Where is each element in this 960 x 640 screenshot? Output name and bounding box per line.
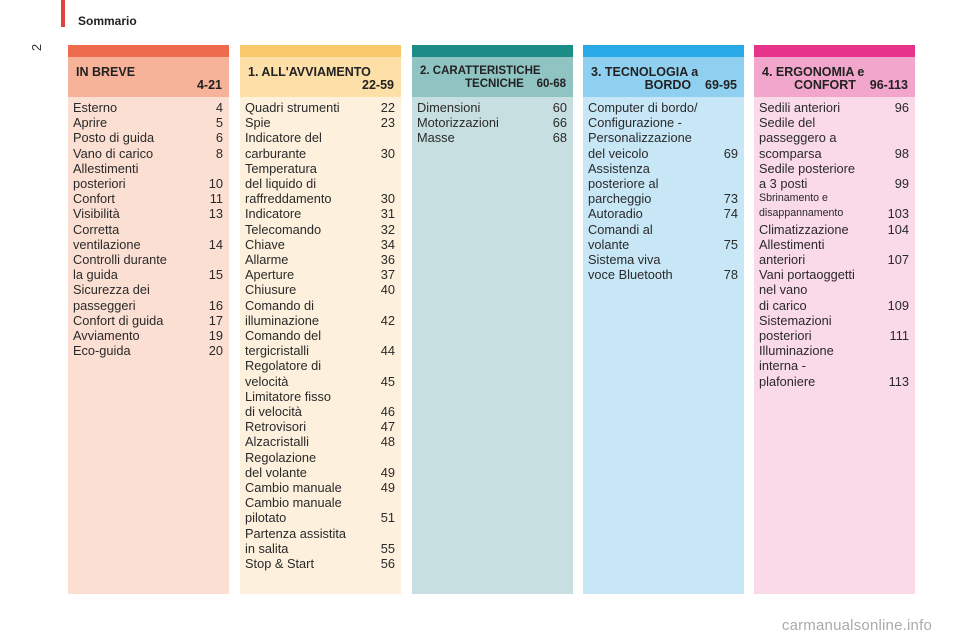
section-stripe	[583, 45, 744, 57]
toc-entry-page: 113	[888, 373, 909, 389]
toc-entry-label: Allestimenti posteriori	[73, 160, 139, 192]
toc-entry[interactable]	[73, 146, 223, 161]
toc-entry-label: Comando di illuminazione	[245, 297, 319, 328]
toc-entry-page: 45	[380, 373, 395, 389]
section-title: 3. TECNOLOGIA a	[591, 65, 699, 79]
section-stripe	[240, 45, 401, 57]
toc-entry[interactable]	[759, 313, 909, 343]
section-title: IN BREVE	[76, 65, 136, 79]
toc-entry-page: 107	[887, 252, 909, 268]
page-number: 2	[29, 43, 45, 52]
toc-entry-label: Sistemazioni posteriori	[759, 312, 832, 344]
toc-entry-page: 15	[208, 267, 223, 283]
toc-entry-label: Partenza assistita in salita	[245, 525, 347, 556]
toc-entry[interactable]	[73, 222, 223, 252]
toc-entry-label: Controlli durante la guida	[73, 252, 167, 283]
section-header[interactable]	[412, 57, 573, 97]
toc-entry-label: Sedile del passeggero a scomparsa	[759, 115, 837, 161]
toc-entry[interactable]	[245, 328, 395, 358]
toc-entry-label: Corretta ventilazione	[73, 221, 141, 252]
toc-entry-label: Confort di guida	[73, 312, 164, 328]
toc-entry[interactable]	[73, 313, 223, 328]
toc-entry[interactable]	[245, 206, 395, 221]
toc-entry[interactable]	[73, 130, 223, 145]
toc-entry-label: Vano di carico	[73, 145, 154, 161]
toc-entry-page: 60	[552, 100, 567, 115]
toc-entry[interactable]	[245, 434, 395, 449]
toc-entry-page: 17	[208, 312, 223, 328]
toc-entry-label: Quadri strumenti	[245, 100, 340, 115]
toc-entry-page: 55	[380, 540, 395, 556]
toc-entry-page: 14	[208, 236, 223, 252]
toc-entry[interactable]	[73, 100, 223, 115]
toc-entry[interactable]	[245, 480, 395, 495]
toc-entry-page: 49	[380, 464, 395, 480]
toc-entry-label: Sedile posteriore a 3 posti	[759, 160, 856, 192]
toc-entry-page: 103	[887, 206, 909, 222]
toc-entry-page: 6	[215, 130, 223, 146]
toc-entry[interactable]	[73, 343, 223, 358]
toc-entry-label: Assistenza posteriore al parcheggio	[588, 160, 659, 207]
toc-entry-page: 109	[887, 297, 909, 313]
toc-entry-page: 75	[723, 236, 738, 252]
section-pages: CONFORT 96-113	[794, 78, 908, 92]
toc-entry-label: Alzacristalli	[245, 434, 309, 450]
section-items	[68, 97, 229, 358]
toc-entry-label: Illuminazione interna - plafoniere	[759, 343, 834, 389]
toc-entry[interactable]	[245, 161, 395, 207]
toc-entry-label: Comandi al volante	[588, 221, 653, 252]
toc-entry-label: Stop & Start	[245, 556, 314, 572]
toc-entry-label: Regolatore di velocità	[245, 358, 322, 389]
toc-entry[interactable]	[73, 206, 223, 221]
toc-entry-page: 44	[380, 343, 395, 359]
toc-entry-page: 99	[894, 176, 909, 192]
toc-entry[interactable]	[245, 526, 395, 556]
toc-entry[interactable]	[245, 100, 395, 115]
section-pages: BORDO 69-95	[644, 78, 737, 92]
toc-entry-label: Confort	[73, 191, 115, 207]
toc-entry[interactable]	[245, 222, 395, 237]
toc-entry-page: 68	[552, 130, 567, 146]
toc-entry[interactable]	[245, 252, 395, 267]
toc-entry-page: 16	[208, 297, 223, 313]
toc-entry-label: Temperatura del liquido di raffreddamento	[245, 160, 332, 207]
toc-entry[interactable]	[759, 161, 909, 191]
section-title: 2. CARATTERISTICHE	[420, 65, 541, 77]
section-items	[412, 97, 573, 146]
toc-entry-page: 51	[380, 510, 395, 526]
toc-entry[interactable]	[588, 161, 738, 207]
toc-entry-page: 8	[215, 145, 223, 161]
toc-entry-label: Indicatore	[245, 206, 302, 222]
toc-entry[interactable]	[73, 191, 223, 206]
toc-entry-label: Dimensioni	[417, 100, 481, 115]
toc-entry-label: Eco-guida	[73, 343, 131, 359]
toc-entry-page: 47	[380, 419, 395, 435]
toc-entry[interactable]	[588, 206, 738, 221]
toc-entry-label: Visibilità	[73, 206, 120, 222]
toc-entry-label: Telecomando	[245, 221, 322, 237]
toc-entry-page: 11	[209, 191, 223, 207]
toc-entry-label: Autoradio	[588, 206, 643, 222]
toc-entry-page: 34	[380, 236, 395, 252]
toc-entry-page: 49	[380, 480, 395, 496]
toc-entry[interactable]	[588, 252, 738, 282]
toc-entry-page: 42	[380, 312, 395, 328]
toc-entry-page: 10	[208, 176, 223, 192]
toc-entry-page: 31	[380, 206, 395, 222]
toc-entry-label: Spie	[245, 115, 271, 131]
section-caratteristiche	[412, 45, 573, 594]
toc-entry-page: 30	[380, 145, 395, 161]
toc-entry-label: Posto di guida	[73, 130, 155, 146]
toc-entry[interactable]	[759, 222, 909, 237]
toc-entry-label: Aperture	[245, 267, 295, 283]
toc-entry[interactable]	[245, 556, 395, 571]
toc-entry-page: 30	[380, 191, 395, 207]
toc-entry[interactable]	[245, 298, 395, 328]
toc-entry-page: 96	[894, 100, 909, 115]
toc-entry-label: Aprire	[73, 115, 108, 131]
toc-entry-label: Sistema viva voce Bluetooth	[588, 252, 673, 283]
toc-entry-label: Retrovisori	[245, 419, 307, 435]
section-header[interactable]	[68, 57, 229, 97]
toc-entry-label: Avviamento	[73, 328, 140, 344]
toc-entry-page: 74	[723, 206, 738, 222]
section-items	[583, 97, 744, 282]
toc-entry[interactable]	[73, 115, 223, 130]
toc-entry[interactable]	[245, 450, 395, 480]
toc-entry-label: Allarme	[245, 252, 289, 268]
toc-entry[interactable]	[759, 100, 909, 115]
toc-entry[interactable]	[245, 419, 395, 434]
toc-entry-label: Cambio manuale	[245, 480, 342, 496]
toc-entry[interactable]	[588, 100, 738, 161]
toc-entry-label: Cambio manuale pilotato	[245, 495, 342, 526]
toc-entry[interactable]	[588, 222, 738, 252]
toc-entry-label: Masse	[417, 130, 455, 146]
page-title: Sommario	[78, 14, 137, 28]
toc-entry[interactable]	[245, 282, 395, 297]
toc-entry[interactable]	[245, 495, 395, 525]
toc-entry[interactable]	[759, 237, 909, 267]
section-items	[240, 97, 401, 571]
toc-entry-page: 66	[552, 115, 567, 131]
toc-entry-page: 48	[380, 434, 395, 450]
section-header[interactable]	[754, 57, 915, 97]
toc-entry-page: 46	[380, 404, 395, 420]
toc-entry[interactable]	[759, 191, 909, 221]
section-tecnologia	[583, 45, 744, 594]
section-in-breve	[68, 45, 229, 594]
toc-entry-page: 19	[208, 328, 223, 344]
toc-entry-label: Indicatore del carburante	[245, 130, 322, 161]
toc-entry-label: Regolazione del volante	[245, 449, 317, 480]
toc-entry-label: Sbrinamento e disappannamento	[759, 192, 844, 220]
toc-entry-page: 78	[723, 267, 738, 283]
toc-entry[interactable]	[73, 328, 223, 343]
toc-entry-label: Climatizzazione	[759, 221, 849, 237]
toc-entry-label: Motorizzazioni	[417, 115, 499, 131]
toc-entry-label: Sicurezza dei passeggeri	[73, 282, 150, 313]
section-ergonomia	[754, 45, 915, 594]
section-stripe	[754, 45, 915, 57]
toc-entry-page: 73	[723, 191, 738, 207]
toc-entry-label: Limitatore fisso di velocità	[245, 388, 332, 420]
toc-entry[interactable]	[245, 389, 395, 419]
watermark: carmanualsonline.info	[781, 617, 932, 634]
section-pages: TECNICHE 60-68	[465, 78, 566, 90]
section-stripe	[68, 45, 229, 57]
toc-entry[interactable]	[245, 237, 395, 252]
toc-entry[interactable]	[417, 130, 567, 145]
section-items	[754, 97, 915, 389]
toc-entry[interactable]	[73, 252, 223, 282]
toc-entry-label: Allestimenti anteriori	[759, 236, 825, 268]
section-header[interactable]	[583, 57, 744, 97]
toc-entry-page: 36	[380, 252, 395, 268]
toc-entry[interactable]	[245, 358, 395, 388]
section-title: 4. ERGONOMIA e	[762, 65, 865, 79]
toc-entry-label: Chiave	[245, 236, 285, 252]
toc-entry[interactable]	[759, 267, 909, 313]
toc-entry[interactable]	[245, 267, 395, 282]
toc-entry[interactable]	[73, 282, 223, 312]
toc-entry[interactable]	[73, 161, 223, 191]
toc-entry-label: Sedili anteriori	[759, 100, 841, 115]
toc-entry[interactable]	[245, 130, 395, 160]
section-pages: 22-59	[362, 78, 394, 92]
toc-entry[interactable]	[245, 115, 395, 130]
accent-bar	[61, 0, 65, 27]
toc-entry-page: 4	[215, 100, 223, 115]
toc-entry-page: 56	[380, 556, 395, 572]
toc-entry-page: 104	[887, 221, 909, 237]
toc-entry[interactable]	[759, 115, 909, 161]
toc-entry-page: 32	[380, 221, 395, 237]
toc-entry-label: Computer di bordo/ Configurazione - Personalizzazione del veicolo	[588, 100, 698, 161]
toc-entry[interactable]	[417, 115, 567, 130]
toc-entry[interactable]	[759, 343, 909, 389]
toc-entry-label: Esterno	[73, 100, 118, 115]
toc-entry-page: 22	[380, 100, 395, 115]
toc-entry-page: 13	[208, 206, 223, 222]
toc-entry-label: Comando del tergicristalli	[245, 328, 322, 359]
toc-entry-page: 111	[889, 328, 909, 344]
section-avviamento	[240, 45, 401, 594]
toc-entry-page: 40	[380, 282, 395, 298]
toc-entry-page: 20	[208, 343, 223, 359]
section-header[interactable]	[240, 57, 401, 97]
toc-entry-page: 69	[723, 145, 738, 161]
section-title: 1. ALL'AVVIAMENTO	[248, 65, 371, 79]
section-pages: 4-21	[196, 78, 222, 92]
toc-entry-page: 37	[380, 267, 395, 283]
toc-entry-label: Vani portaoggetti nel vano di carico	[759, 267, 855, 313]
toc-entry-page: 98	[894, 145, 909, 161]
toc-entry-page: 5	[215, 115, 223, 131]
toc-entry-page: 23	[380, 115, 395, 131]
toc-entry-label: Chiusure	[245, 282, 297, 298]
toc-entry[interactable]	[417, 100, 567, 115]
section-stripe	[412, 45, 573, 57]
